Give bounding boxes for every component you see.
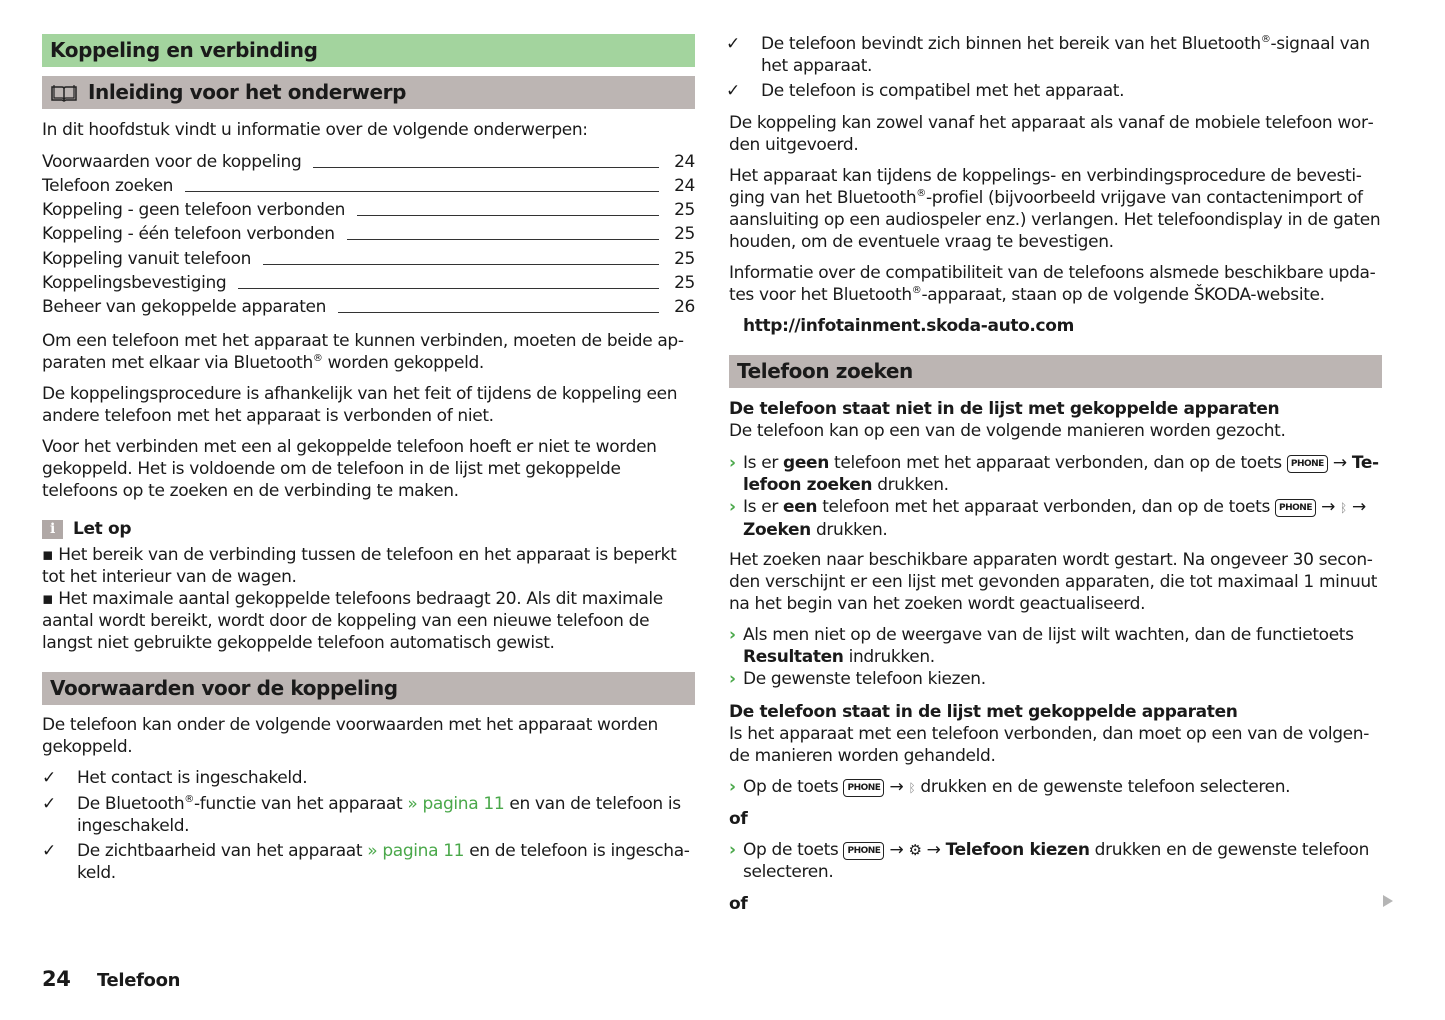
- text: Op de toets: [743, 777, 844, 797]
- toc-label: Koppeling - geen telefoon verbonden: [42, 200, 346, 220]
- page-link[interactable]: » pagina 11: [407, 794, 505, 814]
- paragraph-compatibility: [729, 262, 1382, 306]
- phone-key-icon: PHONE: [1275, 499, 1316, 517]
- condition-text: [77, 840, 695, 884]
- step-item: [729, 839, 1382, 883]
- toc-page: 24: [674, 176, 695, 196]
- text: paraten met elkaar via Bluetooth: [42, 353, 313, 373]
- step-item: [729, 776, 1382, 799]
- paragraph-search-started: Het zoeken naar beschikbare apparaten wordt gestart. Na ongeveer 30 seconden verschijnt er een lijst met gevonden apparaten, die tot maximaal 1 minuut na het begin van het zoeken wordt geactualiseerd.: [729, 550, 1378, 614]
- toc-page: 25: [674, 224, 695, 244]
- subheading-text: De telefoon kan op een van de volgende manieren worden gezocht.: [729, 421, 1286, 441]
- text: -signaal van het apparaat.: [761, 34, 1370, 76]
- toc-page: 25: [674, 273, 695, 293]
- section-title: Voorwaarden voor de koppeling: [50, 676, 398, 700]
- section-title: Telefoon zoeken: [737, 359, 913, 383]
- toc-leader: [338, 312, 659, 313]
- toc-leader: [347, 239, 659, 240]
- registered-mark: ®: [916, 188, 926, 199]
- chapter-title: Koppeling en verbinding: [42, 34, 695, 67]
- text: geen: [783, 453, 829, 473]
- intro-text: In dit hoofdstuk vindt u informatie over de volgende onderwerpen:: [42, 120, 588, 140]
- subheading-text: Is het apparaat met een telefoon verbonden, dan moet op een van de volgende manieren worden gehandeld.: [729, 724, 1370, 766]
- subheading-not-in-list: De telefoon staat niet in de lijst met gekoppelde apparaten: [729, 399, 1280, 419]
- arrow-icon: →: [889, 840, 904, 860]
- paragraph-pairing-intro: [42, 330, 695, 374]
- condition-item: [42, 767, 695, 789]
- section-header-search: [729, 355, 1382, 388]
- step-arrow-icon: ›: [729, 497, 736, 517]
- note-item: ▪ Het maximale aantal gekoppelde telefoons bedraagt 20. Als dit maximale aantal wordt bereikt, wordt door de koppeling van een nieuwe telefoon de langst niet gebruikte gekoppelde telefoon automatisch gewist.: [42, 589, 663, 653]
- footer-chapter: Telefoon: [97, 970, 181, 991]
- step-text: [743, 496, 1382, 541]
- paragraph-confirmation: [729, 165, 1382, 253]
- text: De Bluetooth: [77, 794, 185, 814]
- text: drukken en de gewenste telefoon selecteren.: [915, 777, 1291, 797]
- toc-page: 24: [674, 152, 695, 172]
- condition-item: [42, 793, 695, 837]
- arrow-icon: →: [1351, 497, 1366, 517]
- text: en van de telefoon is ingeschakeld.: [77, 794, 681, 836]
- website-link[interactable]: http://infotainment.skoda-auto.com: [743, 316, 1074, 336]
- text: Telefoon kiezen: [945, 840, 1090, 860]
- step-text: [743, 624, 1382, 668]
- toc-page: 25: [674, 200, 695, 220]
- note-item: ▪ Het bereik van de verbinding tussen de telefoon en het apparaat is beperkt tot het interieur van de wagen.: [42, 545, 677, 587]
- text: -apparaat, staan op de volgende ŠKODA-website.: [921, 285, 1325, 305]
- text: Het apparaat kan tijdens de koppelings- en verbindingsprocedure de bevestiging van het Bluetooth: [729, 166, 1362, 208]
- next-page-arrow-icon[interactable]: [1383, 895, 1393, 907]
- check-icon: ✓: [42, 794, 56, 814]
- paragraph-pairing-direction: De koppeling kan zowel vanaf het apparaat als vanaf de mobiele telefoon worden uitgevoerd.: [729, 113, 1374, 155]
- check-icon: ✓: [726, 34, 740, 54]
- toc-label: Koppelingsbevestiging: [42, 273, 227, 293]
- text: Om een telefoon met het apparaat te kunnen verbinden, moeten de beide ap-: [42, 331, 684, 351]
- step-item: [729, 624, 1382, 668]
- text: drukken.: [872, 475, 949, 495]
- step-arrow-icon: ›: [729, 777, 736, 797]
- toc-leader: [263, 264, 659, 265]
- intro-header: [42, 76, 695, 109]
- registered-mark: ®: [911, 285, 922, 296]
- section-header-conditions: [42, 672, 695, 705]
- arrow-icon: →: [889, 777, 904, 797]
- text: Resultaten: [743, 647, 844, 667]
- paragraph-procedure: De koppelingsprocedure is afhankelijk van het feit of tijdens de koppeling een andere telefoon met het apparaat is verbonden of niet.: [42, 384, 678, 426]
- toc-label: Beheer van gekoppelde apparaten: [42, 297, 327, 317]
- registered-mark: ®: [312, 353, 323, 364]
- step-item: [729, 452, 1382, 496]
- toc-leader: [185, 191, 659, 192]
- toc-entry[interactable]: [42, 246, 695, 270]
- page-link[interactable]: » pagina 11: [367, 841, 465, 861]
- condition-text: [77, 793, 695, 837]
- toc-label: Koppeling vanuit telefoon: [42, 249, 252, 269]
- step-text: [743, 776, 1290, 799]
- arrow-icon: →: [926, 840, 941, 860]
- condition-item: [726, 80, 1379, 102]
- step-arrow-icon: ›: [729, 453, 736, 473]
- phone-key-icon: PHONE: [843, 842, 884, 860]
- toc-leader: [313, 167, 659, 168]
- toc-label: Voorwaarden voor de koppeling: [42, 152, 302, 172]
- arrow-icon: →: [1332, 453, 1347, 473]
- text: en de telefoon is ingeschakeld.: [77, 841, 690, 883]
- toc-leader: [357, 215, 659, 216]
- arrow-icon: →: [1321, 497, 1335, 517]
- step-item: [729, 668, 1382, 690]
- check-icon: ✓: [42, 768, 56, 788]
- text: -profiel (bijvoorbeeld vrijgave van contactenimport of aansluiting op een audiospeler enz.) verlangen. Het telefoondisplay in de gaten houden, om de eventuele vraag te bevestigen.: [729, 188, 1381, 252]
- condition-text: Het contact is ingeschakeld.: [77, 768, 308, 788]
- step-text: [743, 452, 1382, 496]
- step-item: [729, 496, 1382, 541]
- check-icon: ✓: [42, 841, 56, 861]
- conditions-intro: De telefoon kan onder de volgende voorwaarden met het apparaat worden gekoppeld.: [42, 715, 658, 757]
- step-text: [743, 839, 1382, 883]
- toc-label: Telefoon zoeken: [42, 176, 174, 196]
- info-icon: i: [42, 520, 63, 539]
- toc-entry[interactable]: [42, 197, 695, 221]
- toc-entry[interactable]: [42, 173, 695, 197]
- step-text: De gewenste telefoon kiezen.: [743, 669, 986, 689]
- note-title: Let op: [73, 519, 132, 539]
- text: indrukken.: [843, 647, 935, 667]
- text: worden gekoppeld.: [322, 353, 484, 373]
- toc-page: 26: [674, 297, 695, 317]
- bluetooth-icon: ᛒ: [1340, 501, 1347, 515]
- intro-header-title: Inleiding voor het onderwerp: [88, 80, 407, 104]
- toc-entry[interactable]: [42, 221, 695, 245]
- gear-icon: ⚙: [908, 841, 922, 859]
- step-arrow-icon: ›: [729, 669, 736, 689]
- condition-item: [726, 33, 1379, 77]
- text: drukken en de gewenste telefoon selecteren.: [743, 840, 1369, 882]
- phone-key-icon: PHONE: [843, 779, 884, 797]
- page-number: 24: [42, 967, 71, 991]
- text: Informatie over de compatibiliteit van de telefoons alsmede beschikbare updates voor het Bluetooth: [729, 263, 1376, 305]
- registered-mark: ®: [1260, 34, 1271, 45]
- text: Is er: [743, 453, 784, 473]
- toc-entry[interactable]: [42, 294, 695, 318]
- text: telefoon met het apparaat verbonden, dan op de toets: [828, 453, 1287, 473]
- condition-item: [42, 840, 695, 884]
- check-icon: ✓: [726, 81, 740, 101]
- step-arrow-icon: ›: [729, 625, 736, 645]
- or-separator: of: [729, 894, 748, 914]
- or-separator: of: [729, 809, 748, 829]
- text: Telefoon zoeken: [743, 453, 1380, 495]
- text: Is er: [743, 497, 784, 517]
- text: De zichtbaarheid van het apparaat: [77, 841, 368, 861]
- phone-key-icon: PHONE: [1287, 455, 1328, 473]
- condition-text: De telefoon is compatibel met het apparaat.: [761, 81, 1125, 101]
- note-header: [42, 518, 131, 540]
- book-icon: [50, 84, 78, 102]
- subheading-in-list: De telefoon staat in de lijst met gekoppelde apparaten: [729, 702, 1238, 722]
- toc-label: Koppeling - één telefoon verbonden: [42, 224, 335, 244]
- condition-text: [761, 33, 1379, 77]
- text: een: [783, 497, 818, 517]
- registered-mark: ®: [184, 794, 194, 805]
- bluetooth-icon: ᛒ: [908, 781, 916, 795]
- text: Op de toets: [743, 840, 844, 860]
- toc-page: 25: [674, 249, 695, 269]
- toc-leader: [238, 288, 659, 289]
- text: Als men niet op de weergave van de lijst wilt wachten, dan de functietoets: [743, 625, 1354, 645]
- toc-entry[interactable]: [42, 149, 695, 173]
- text: telefoon met het apparaat verbonden, dan op de toets: [817, 497, 1276, 517]
- toc-entry[interactable]: [42, 270, 695, 294]
- text: -functie van het apparaat: [193, 794, 408, 814]
- text: Zoeken: [743, 520, 811, 540]
- step-arrow-icon: ›: [729, 840, 736, 860]
- text: drukken.: [810, 520, 888, 540]
- paragraph-connect: Voor het verbinden met een al gekoppelde telefoon hoeft er niet te worden gekoppeld. Het is voldoende om de telefoon in de lijst met gekoppelde telefoons op te zoeken en de verbinding te maken.: [42, 437, 657, 501]
- text: De telefoon bevindt zich binnen het bereik van het Bluetooth: [761, 34, 1261, 54]
